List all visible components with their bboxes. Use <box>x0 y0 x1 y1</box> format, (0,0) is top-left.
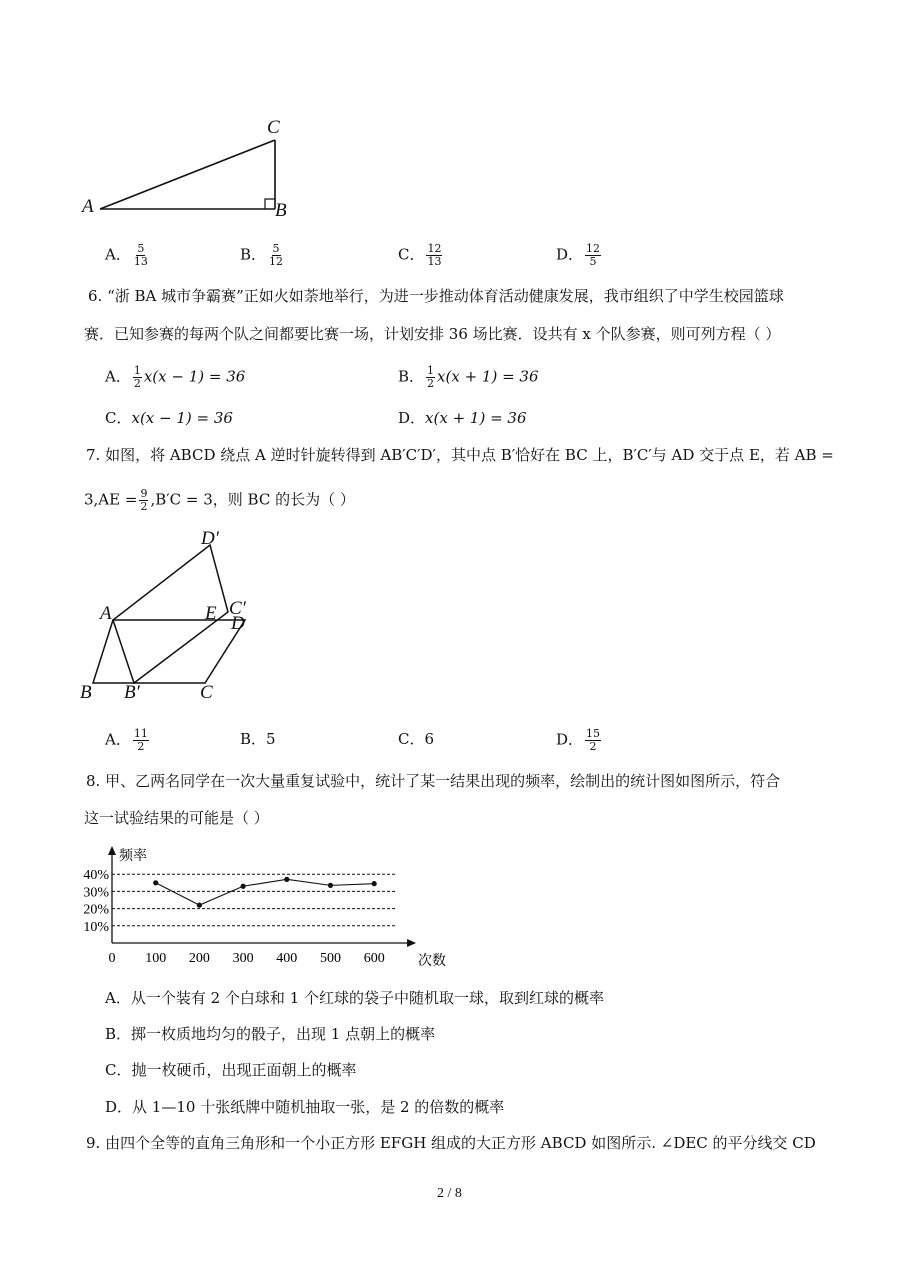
q9-stem-line1: 9. 由四个全等的直角三角形和一个小正方形 EFGH 组成的大正方形 ABCD 如图所示. ∠DEC 的平分线交 CD <box>86 1134 816 1152</box>
q5-option-c: C． $\frac{12}{13}$ <box>398 242 442 268</box>
x-axis-arrow <box>407 939 416 947</box>
point-label-d: D <box>231 613 245 634</box>
data-point-0 <box>153 880 158 885</box>
y-tick-label-2: 30% <box>83 885 109 901</box>
q7-option-c: C．6 <box>398 730 435 748</box>
y-axis-title: 频率 <box>119 849 147 864</box>
q8-option-a: A．从一个装有 2 个白球和 1 个红球的袋子中随机取一球，取到红球的概率 <box>105 989 605 1007</box>
x-axis-title: 次数 <box>418 954 447 969</box>
x-tick-label-3: 300 <box>232 951 254 966</box>
point-label-c: C <box>200 682 213 703</box>
data-point-2 <box>241 884 246 889</box>
data-point-5 <box>372 881 377 886</box>
point-label-c-prime: C′ <box>229 598 246 619</box>
y-tick-label-1: 20% <box>83 902 109 918</box>
q7-option-d: D． $\frac{15}{2}$ <box>556 727 601 753</box>
point-label-d-prime: D′ <box>201 528 219 549</box>
y-tick-label-0: 10% <box>83 919 109 935</box>
y-axis-arrow <box>108 846 116 855</box>
x-tick-label-1: 100 <box>145 951 167 966</box>
point-label-b: B <box>80 682 92 703</box>
q7-stem-line2: 3,AE = $\frac{9}{2}$ ,B′C = 3，则 BC 的长为（ ） <box>84 487 355 513</box>
data-point-4 <box>328 883 333 888</box>
q7-option-b: B．5 <box>240 730 276 748</box>
q7-option-a: A． $\frac{11}{2}$ <box>105 727 148 753</box>
q6-option-d: D．x(x + 1) = 36 <box>398 409 527 427</box>
x-tick-label-2: 200 <box>188 951 210 966</box>
q8-option-b: B．掷一枚质地均匀的骰子，出现 1 点朝上的概率 <box>105 1025 436 1043</box>
q8-stem-line2: 这一试验结果的可能是（ ） <box>84 809 269 827</box>
q6-option-b: B． $\frac{1}{2}$ x(x + 1) = 36 <box>398 364 539 390</box>
q8-option-d: D．从 1—10 十张纸牌中随机抽取一张，是 2 的倍数的概率 <box>105 1098 505 1116</box>
series-line <box>156 879 375 905</box>
data-point-3 <box>284 877 289 882</box>
data-point-1 <box>197 903 202 908</box>
point-label-a: A <box>100 603 112 624</box>
page-number: 2 / 8 <box>437 1186 462 1201</box>
q5-option-a: A． $\frac{5}{13}$ <box>105 242 148 268</box>
x-tick-label-6: 600 <box>363 951 385 966</box>
q5-option-b: B． $\frac{5}{12}$ <box>240 242 284 268</box>
q6-option-c: C．x(x − 1) = 36 <box>105 409 233 427</box>
point-label-a: A <box>82 196 94 217</box>
q8-option-c: C．抛一枚硬币，出现正面朝上的概率 <box>105 1061 357 1079</box>
q6-stem-line2: 赛．已知参赛的每两个队之间都要比赛一场，计划安排 36 场比赛．设共有 x 个队参赛，则可列方程（ ） <box>84 325 781 343</box>
x-tick-label-5: 500 <box>320 951 341 966</box>
q6-stem-line1: 6. “浙 BA 城市争霸赛”正如火如荼地举行，为进一步推动体育活动健康发展，我市组织了中学生校园篮球 <box>88 287 784 305</box>
point-label-c: C <box>267 117 280 138</box>
x-tick-label-0: 0 <box>108 951 116 966</box>
point-label-b-prime: B′ <box>124 682 140 703</box>
point-label-b: B <box>275 200 287 221</box>
frequency-line-chart <box>70 840 447 975</box>
q6-option-a: A． $\frac{1}{2}$ x(x − 1) = 36 <box>105 364 246 390</box>
point-label-e: E <box>205 603 217 624</box>
y-tick-label-3: 40% <box>83 868 109 884</box>
q5-option-d: D． $\frac{12}{5}$ <box>556 242 601 268</box>
q7-stem-line1: 7. 如图，将 ABCD 绕点 A 逆时针旋转得到 AB′C′D′，其中点 B′恰好在 BC 上，B′C′与 AD 交于点 E，若 AB = <box>86 446 834 464</box>
q8-stem-line1: 8. 甲、乙两名同学在一次大量重复试验中，统计了某一结果出现的频率，绘制出的统计图如图所示，符合 <box>86 772 781 790</box>
x-tick-label-4: 400 <box>276 951 298 966</box>
